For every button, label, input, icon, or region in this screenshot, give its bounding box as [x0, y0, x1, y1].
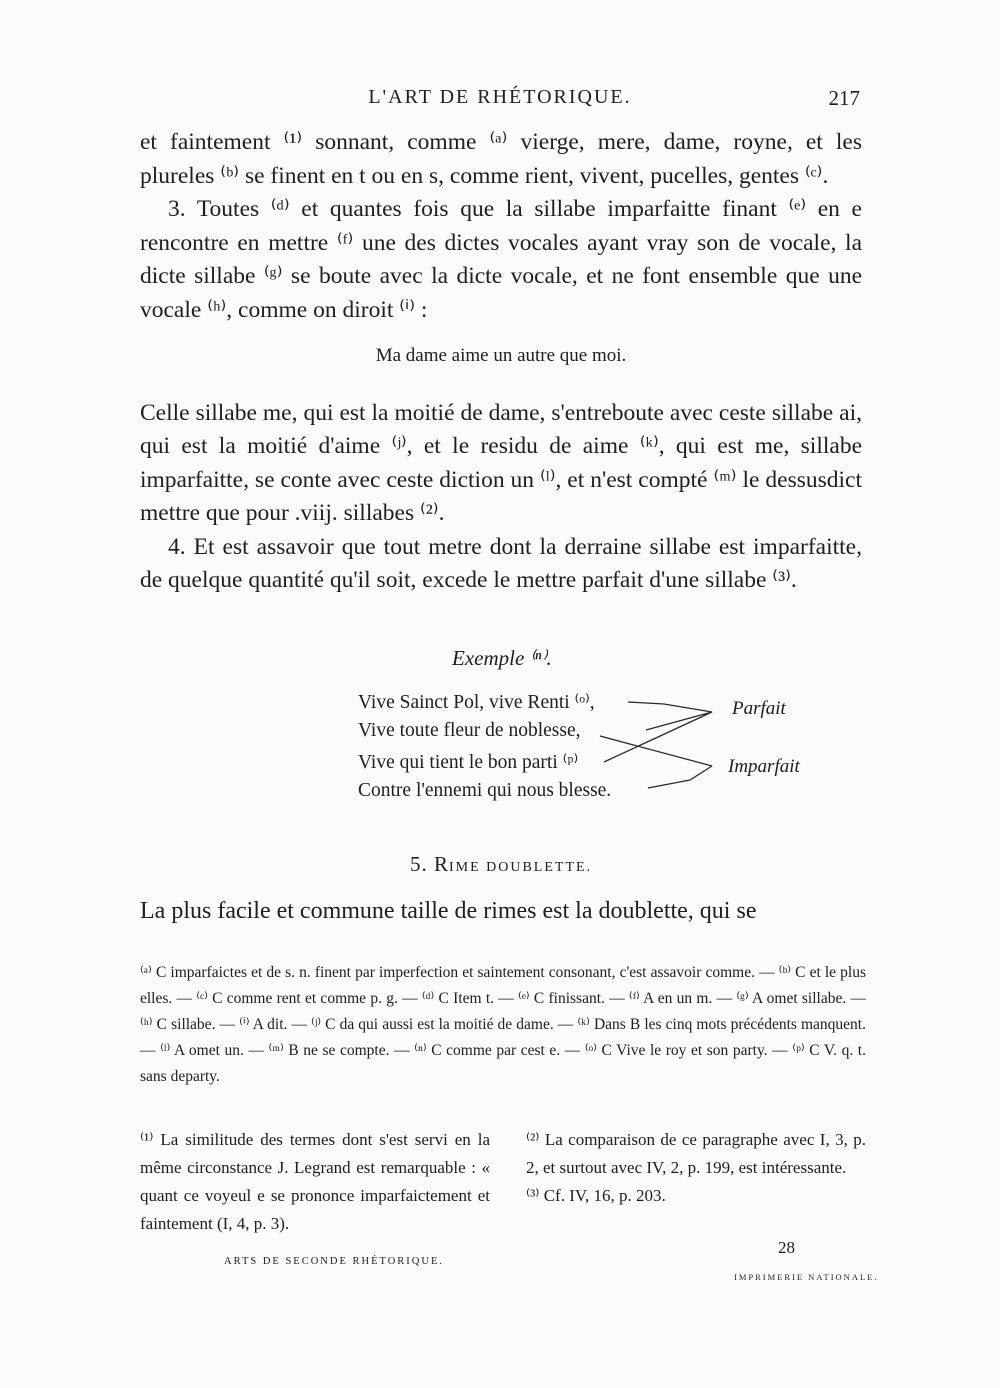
section-heading: [140, 852, 862, 877]
rhyme-line: [628, 702, 712, 730]
main-text: [140, 126, 862, 598]
section-title-initial: R: [433, 852, 449, 876]
footnote-2: ⁽²⁾ La comparaison de ce paragraphe avec I, 3, p. 2, et surtout avec IV, 2, p. 199, est intéressante.: [526, 1130, 866, 1177]
paragraph-1: et faintement ⁽¹⁾ sonnant, comme ⁽ᵃ⁾ vierge, mere, dame, royne, et les plureles ⁽ᵇ⁾ se finent en t ou en s, comme rient, vivent, pucelles, gentes ⁽ᶜ⁾.: [140, 129, 862, 189]
example-title: Exemple ⁽ⁿ⁾.: [452, 646, 552, 670]
paragraph-5-start: La plus facile et commune taille de rimes est la doublette, qui se: [140, 898, 757, 924]
label-imparfait: Imparfait: [728, 756, 800, 777]
example-line: Vive toute fleur de noblesse,: [358, 720, 581, 741]
section-title-rest: IME DOUBLETTE.: [448, 860, 593, 875]
footnote-3: ⁽³⁾ Cf. IV, 16, p. 203.: [526, 1186, 666, 1205]
rhyme-line: [600, 736, 712, 766]
page-header: [140, 86, 860, 116]
footnote-1: ⁽¹⁾ La similitude des termes dont s'est servi en la même circonstance J. Legrand est remarquable : « quant ce voyeul e se prononce imparfaictement et faintement (I, 4, p. 3).: [140, 1130, 490, 1233]
footer-printer: IMPRIMERIE NATIONALE.: [734, 1272, 879, 1282]
example-line: Contre l'ennemi qui nous blesse.: [358, 780, 612, 801]
label-parfait: Parfait: [732, 698, 786, 719]
paragraph-3: Celle sillabe me, qui est la moitié de dame, s'entreboute avec ceste sillabe ai, qui est la moitié d'aime ⁽ʲ⁾, et le residu de aime ⁽ᵏ⁾, qui est me, sillabe imparfaitte, se conte avec ceste diction un ⁽ˡ⁾, et n'est compté ⁽ᵐ⁾ le dessusdict mettre que pour .viij. sillabes ⁽²⁾.: [140, 399, 862, 526]
paragraph-4: 4. Et est assavoir que tout metre dont la derraine sillabe est imparfaitte, de quelque quantité qu'il soit, excede le mettre parfait d'une sillabe ⁽³⁾.: [140, 533, 862, 593]
rhyme-line: [604, 712, 712, 762]
running-head: L'ART DE RHÉTORIQUE.: [368, 86, 632, 108]
example-line: Vive qui tient le bon parti ⁽ᵖ⁾: [358, 752, 579, 773]
section-number: 5.: [409, 852, 428, 876]
example-line: Vive Sainct Pol, vive Renti ⁽ᵒ⁾,: [358, 692, 595, 713]
paragraph-2: 3. Toutes ⁽ᵈ⁾ et quantes fois que la sillabe imparfaitte finant ⁽ᵉ⁾ en e rencontre en mettre ⁽ᶠ⁾ une des dictes vocales ayant vray son de vocale, la dicte sillabe ⁽ᵍ⁾ se boute avec la dicte vocale, et ne font ensemble que une vocale ⁽ʰ⁾, comme on diroit ⁽ⁱ⁾ :: [140, 196, 862, 323]
printer-signature: 28: [778, 1238, 795, 1257]
variant-notes: ⁽ᵃ⁾ C imparfaictes et de s. n. finent par imperfection et saintement consonant, c'est assavoir comme. — ⁽ᵇ⁾ C et le plus elles. — ⁽ᶜ⁾ C comme rent et comme p. g. — ⁽ᵈ⁾ C Item t. — ⁽ᵉ⁾ C finissant. — ⁽ᶠ⁾ A en un m. — ⁽ᵍ⁾ A omet sillabe. — ⁽ʰ⁾ C sillabe. — ⁽ⁱ⁾ A dit. — ⁽ʲ⁾ C da qui aussi est la moitié de dame. — ⁽ᵏ⁾ Dans B les cinq mots précédents manquent. — ⁽ˡ⁾ A omet un. — ⁽ᵐ⁾ B ne se compte. — ⁽ⁿ⁾ C comme par cest e. — ⁽ᵒ⁾ C Vive le roy et son party. — ⁽ᵖ⁾ C V. q. t. sans departy.: [140, 964, 866, 1085]
footer-book-title: ARTS DE SECONDE RHÉTORIQUE.: [224, 1256, 445, 1267]
rhyme-line: [648, 766, 712, 788]
footnotes-right: [526, 1126, 866, 1210]
page-number: 217: [828, 86, 860, 110]
verse-quote: Ma dame aime un autre que moi.: [375, 345, 627, 366]
